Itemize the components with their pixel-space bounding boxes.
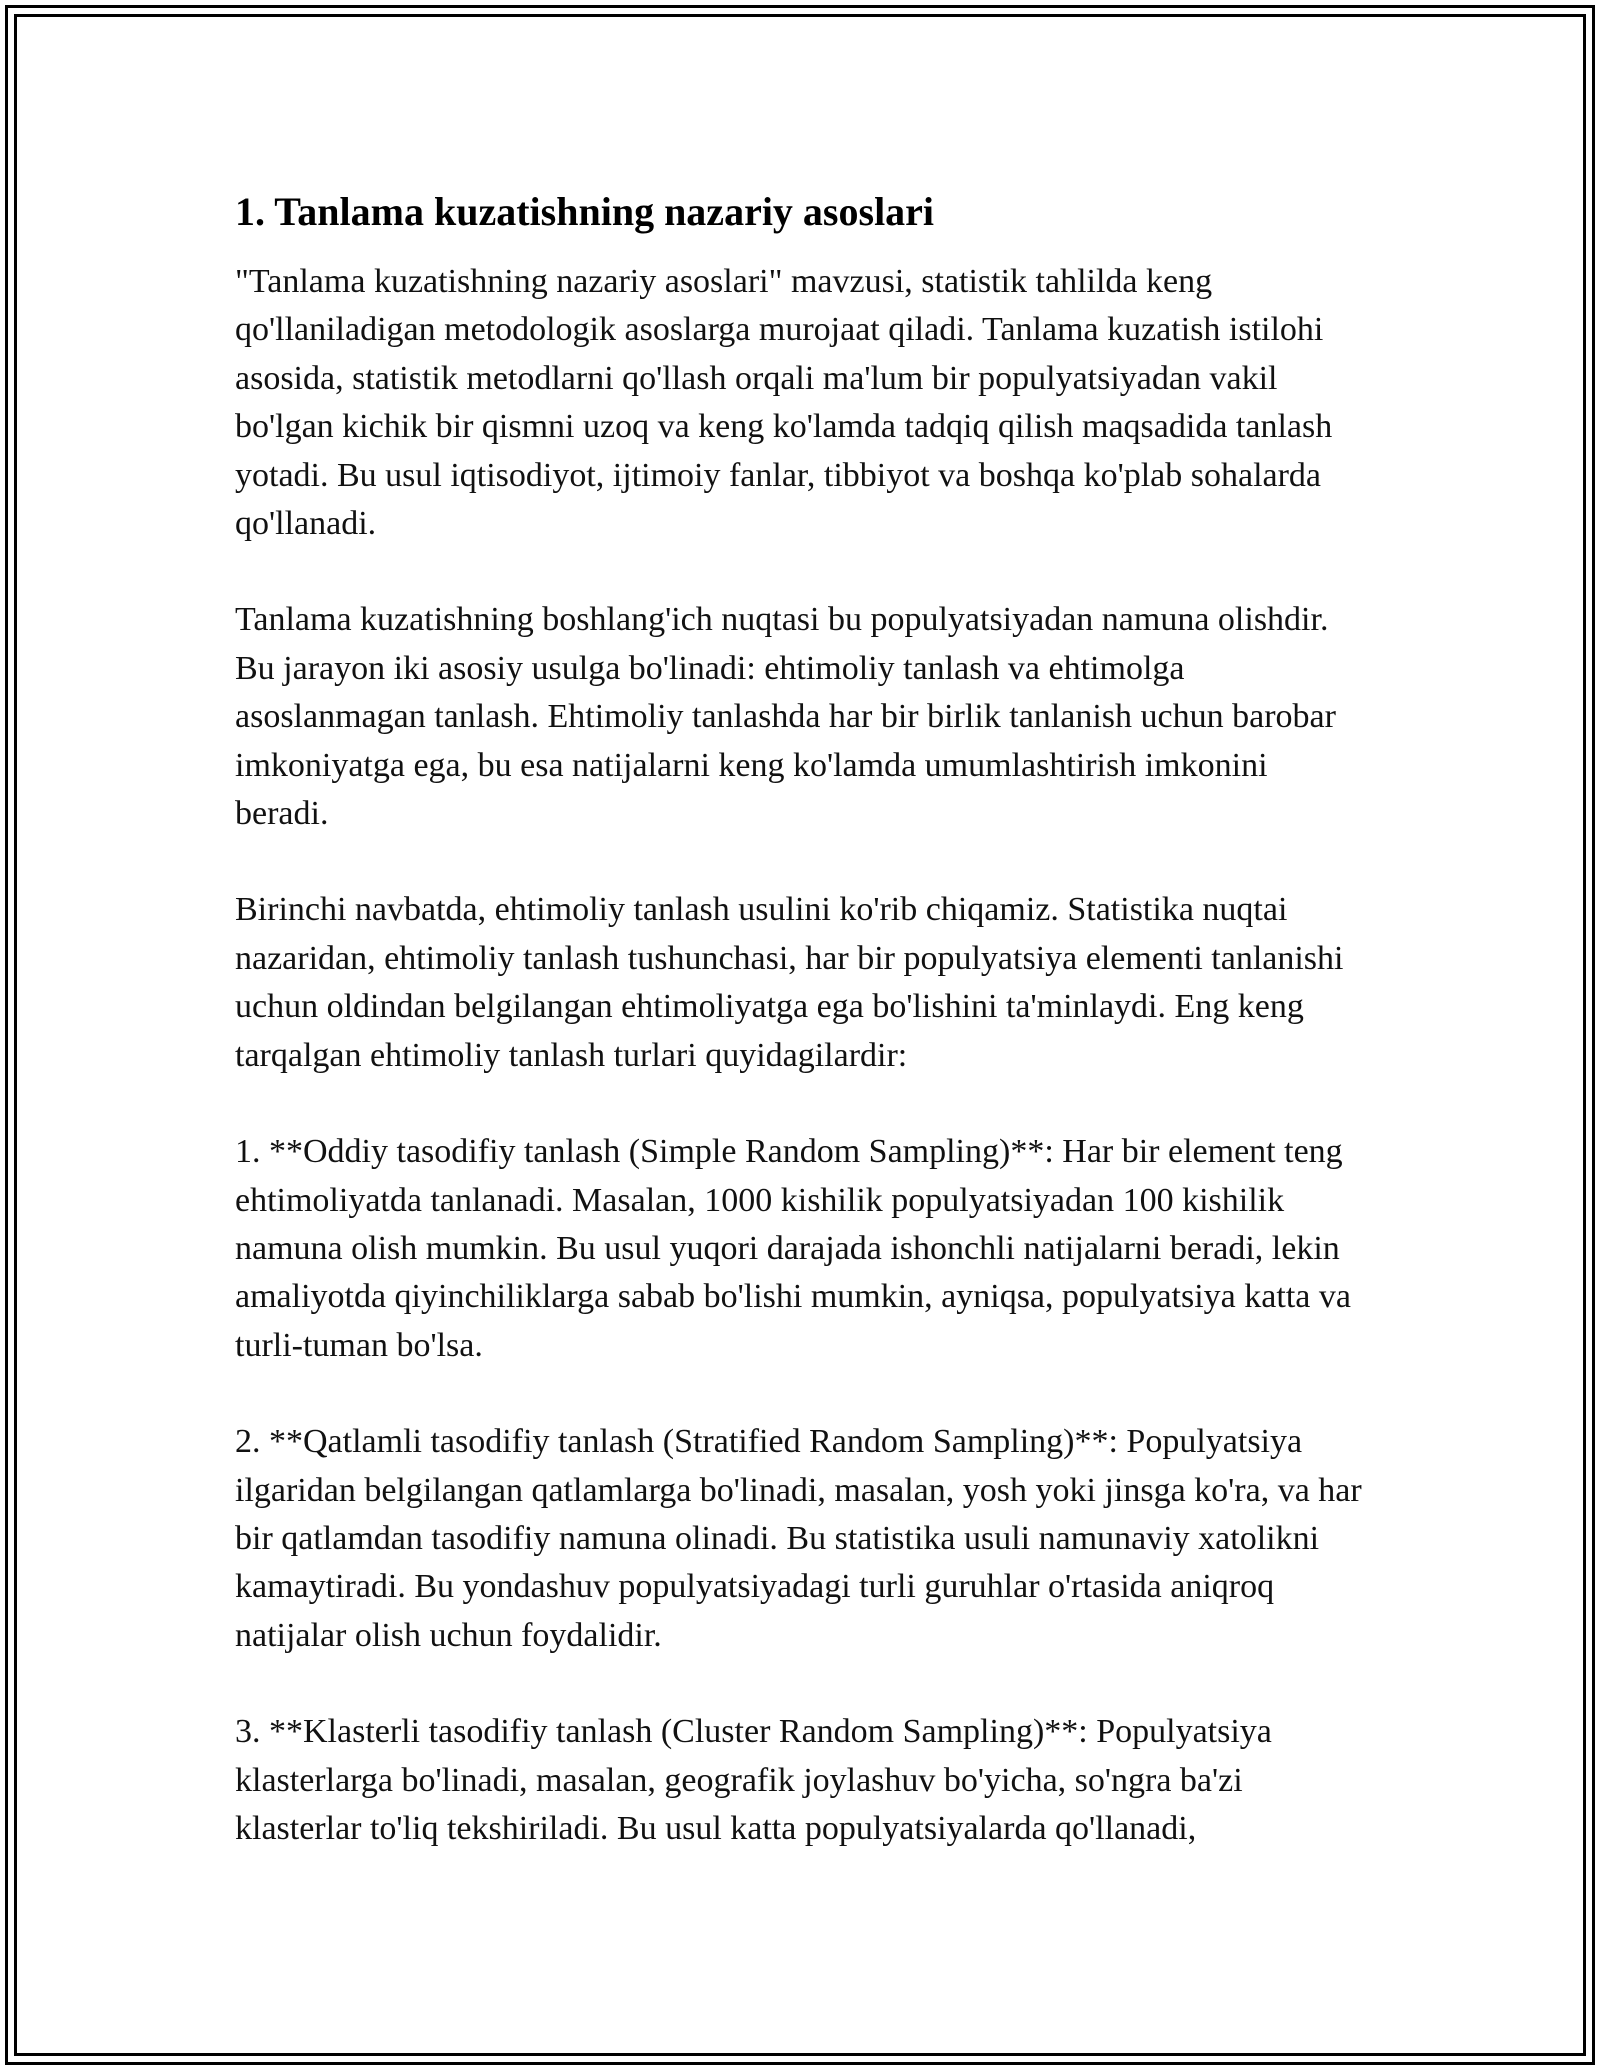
paragraph-cluster: 3. **Klasterli tasodifiy tanlash (Cluster Random Sampling)**: Populyatsiya klasterlarga bo'linadi, masalan, geografik joylashuv bo'yicha, so'ngra ba'zi klasterlar to'liq tekshiriladi. Bu usul katta populyatsiyalarda qo'llanadi, (235, 1713, 1272, 1847)
paragraph-stratified: 2. **Qatlamli tasodifiy tanlash (Stratified Random Sampling)**: Populyatsiya ilgaridan belgilangan qatlamlarga bo'linadi, masalan, yosh yoki jinsga ko'ra, va har bir qatlamdan tasodifiy namuna olinadi. Bu statistika usuli namunaviy xatolikni kamaytiradi. Bu yondashuv populyatsiyadagi turli guruhlar o'rtasida aniqroq natijalar olish uchun foydalidir. (235, 1423, 1362, 1654)
section-heading: 1. Tanlama kuzatishning nazariy asoslari (235, 189, 935, 234)
paragraph-sampling-start: Tanlama kuzatishning boshlang'ich nuqtasi bu populyatsiyadan namuna olishdir. Bu jarayon iki asosiy usulga bo'linadi: ehtimoliy tanlash va ehtimolga asoslanmagan tanlash. Ehtimoliy tanlashda har bir birlik tanlanish uchun barobar imkoniyatga ega, bu esa natijalarni keng ko'lamda umumlashtirish imkonini beradi. (235, 601, 1336, 833)
paragraph-simple-random: 1. **Oddiy tasodifiy tanlash (Simple Random Sampling)**: Har bir element teng ehtimoliyatda tanlanadi. Masalan, 1000 kishilik populyatsiyadan 100 kishilik namuna olish mumkin. Bu usul yuqori darajada ishonchli natijalarni beradi, lekin amaliyotda qiyinchiliklarga sabab bo'lishi mumkin, ayniqsa, populyatsiya katta va turli-tuman bo'lsa. (235, 1133, 1351, 1364)
paragraph-probability-sampling: Birinchi navbatda, ehtimoliy tanlash usulini ko'rib chiqamiz. Statistika nuqtai nazaridan, ehtimoliy tanlash tushunchasi, har bir populyatsiya elementi tanlanishi uchun oldindan belgilangan ehtimoliyatga ega bo'lishini ta'minlaydi. Eng keng tarqalgan ehtimoliy tanlash turlari quyidagilardir: (235, 891, 1344, 1074)
document-body (235, 184, 1365, 1853)
paragraph-intro: "Tanlama kuzatishning nazariy asoslari" mavzusi, statistik tahlilda keng qo'llaniladigan metodologik asoslarga murojaat qiladi. Tanlama kuzatish istilohi asosida, statistik metodlarni qo'llash orqali ma'lum bir populyatsiyadan vakil bo'lgan kichik bir qismni uzoq va keng ko'lamda tadqiq qilish maqsadida tanlash yotadi. Bu usul iqtisodiyot, ijtimoiy fanlar, tibbiyot va boshqa ko'plab sohalarda qo'llanadi. (235, 263, 1333, 543)
